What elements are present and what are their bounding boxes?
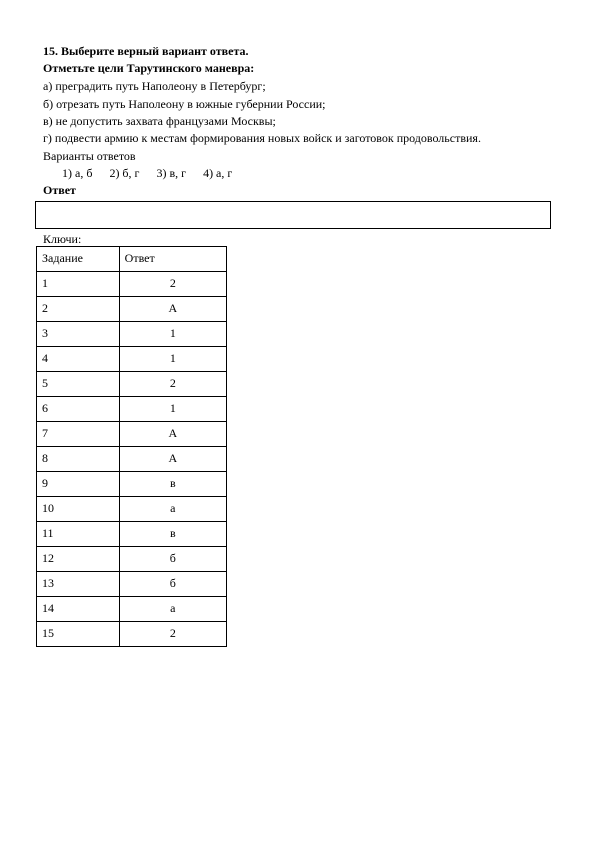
answer-field[interactable] [35, 201, 551, 229]
table-row [37, 347, 227, 372]
variants-label: Варианты ответов [43, 149, 136, 163]
answer-cell: 2 [119, 622, 226, 647]
answer-cell: а [119, 497, 226, 522]
option-d: г) подвести армию к местам формирования новых войск и заготовок продовольствия. [43, 131, 481, 145]
task-number-cell: 13 [37, 572, 120, 597]
keys-table [36, 246, 227, 647]
question-title: 15. Выберите верный вариант ответа. [43, 44, 249, 58]
keys-header-row [37, 247, 227, 272]
task-number-cell: 5 [37, 372, 120, 397]
table-row [37, 397, 227, 422]
answer-cell: б [119, 547, 226, 572]
table-row [37, 572, 227, 597]
keys-label: Ключи: [43, 232, 82, 246]
task-number-cell: 4 [37, 347, 120, 372]
header-answer: Ответ [119, 247, 226, 272]
answer-cell: 1 [119, 347, 226, 372]
answer-cell: 2 [119, 272, 226, 297]
answer-cell: 1 [119, 322, 226, 347]
table-row [37, 447, 227, 472]
table-row [37, 472, 227, 497]
option-b: б) отрезать путь Наполеону в южные губернии России; [43, 97, 326, 111]
table-row [37, 622, 227, 647]
task-number-cell: 1 [37, 272, 120, 297]
answer-cell: а [119, 597, 226, 622]
table-row [37, 322, 227, 347]
answer-cell: А [119, 447, 226, 472]
task-number-cell: 9 [37, 472, 120, 497]
task-number-cell: 14 [37, 597, 120, 622]
task-number-cell: 15 [37, 622, 120, 647]
task-number-cell: 8 [37, 447, 120, 472]
table-row [37, 297, 227, 322]
table-row [37, 497, 227, 522]
table-row [37, 372, 227, 397]
answer-cell: в [119, 472, 226, 497]
answer-cell: 1 [119, 397, 226, 422]
option-a: а) преградить путь Наполеону в Петербург; [43, 79, 266, 93]
task-number-cell: 11 [37, 522, 120, 547]
task-number-cell: 6 [37, 397, 120, 422]
task-number-cell: 10 [37, 497, 120, 522]
task-number-cell: 7 [37, 422, 120, 447]
header-task: Задание [37, 247, 120, 272]
variant-4: 4) а, г [203, 166, 233, 180]
task-number-cell: 3 [37, 322, 120, 347]
table-row [37, 597, 227, 622]
answer-cell: б [119, 572, 226, 597]
option-c: в) не допустить захвата французами Москвы; [43, 114, 276, 128]
answer-cell: А [119, 422, 226, 447]
variant-3: 3) в, г [156, 166, 187, 180]
answer-variants [62, 166, 246, 180]
question-prompt: Отметьте цели Тарутинского маневра: [43, 61, 255, 75]
table-row [37, 522, 227, 547]
answer-cell: в [119, 522, 226, 547]
variant-1: 1) а, б [62, 166, 93, 180]
variant-2: 2) б, г [109, 166, 140, 180]
answer-label: Ответ [43, 183, 76, 197]
table-row [37, 547, 227, 572]
answer-cell: А [119, 297, 226, 322]
table-row [37, 272, 227, 297]
task-number-cell: 12 [37, 547, 120, 572]
table-row [37, 422, 227, 447]
answer-cell: 2 [119, 372, 226, 397]
task-number-cell: 2 [37, 297, 120, 322]
